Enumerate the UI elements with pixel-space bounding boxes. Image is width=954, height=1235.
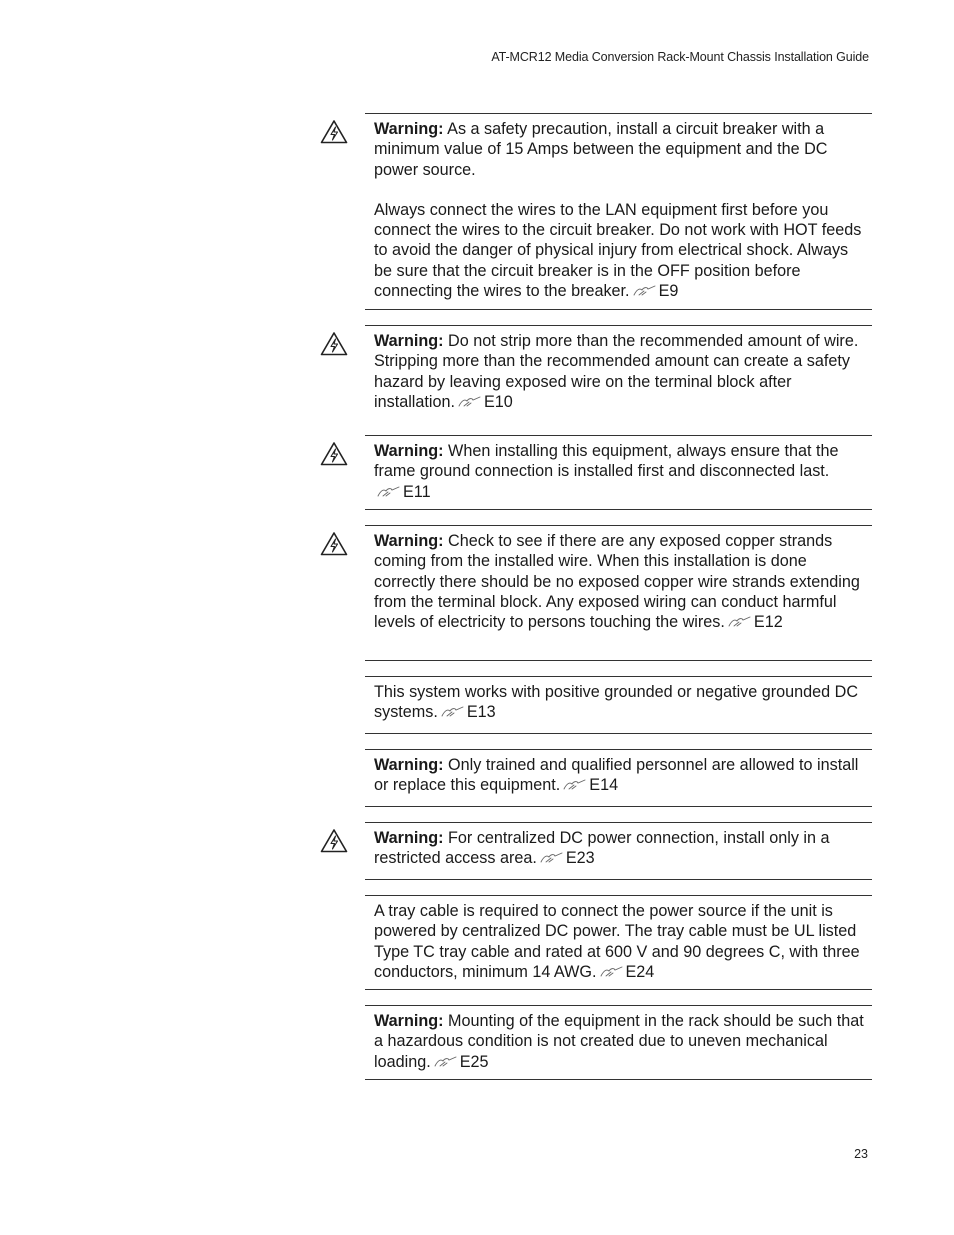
reference-code: E24 (625, 962, 655, 981)
paragraph (374, 119, 864, 180)
paragraph-text: As a safety precaution, install a circuit breaker with a minimum value of 15 Amps between the equipment and the DC power source. (374, 120, 828, 179)
paragraph (374, 828, 864, 869)
electrical-hazard-icon (320, 119, 348, 144)
warning-block-e9 (365, 113, 872, 310)
paragraph (374, 755, 864, 796)
paragraph-text: This system works with positive grounded or negative grounded DC systems. (374, 683, 859, 722)
pointing-hand-icon (458, 393, 482, 405)
pointing-hand-icon (563, 776, 587, 788)
reference-code: E25 (459, 1052, 489, 1071)
reference-code: E23 (565, 849, 595, 868)
reference-code: E11 (403, 482, 431, 501)
page-number: 23 (854, 1147, 868, 1161)
pointing-hand-icon (600, 963, 624, 975)
paragraph (374, 200, 864, 301)
running-head: AT-MCR12 Media Conversion Rack-Mount Chassis Installation Guide (491, 50, 869, 64)
electrical-hazard-icon (320, 441, 348, 466)
warning-label: Warning: (374, 120, 444, 138)
warning-label: Warning: (374, 1012, 444, 1030)
paragraph-text: Do not strip more than the recommended amount of wire. Stripping more than the recommended amount can create a safety hazard by leaving exposed wire on the terminal block after installation. (374, 332, 859, 411)
paragraph-text: Check to see if there are any exposed copper strands coming from the installed wire. When this installation is done correctly there should be no exposed copper wire strands extending from the terminal block. Any exposed wiring can conduct harmful levels of electricity to persons touching the wires. (374, 532, 860, 632)
reference-code: E12 (753, 613, 783, 632)
electrical-hazard-icon (320, 828, 348, 853)
pointing-hand-icon (540, 849, 564, 861)
reference-code: E9 (658, 282, 679, 301)
pointing-hand-icon (441, 703, 465, 715)
electrical-hazard-icon (320, 331, 348, 356)
warning-label: Warning: (374, 332, 444, 350)
reference-code: E10 (484, 392, 513, 411)
paragraph (374, 901, 864, 982)
warning-label: Warning: (374, 829, 444, 847)
pointing-hand-icon (377, 483, 401, 495)
paragraph (374, 1011, 864, 1072)
pointing-hand-icon (633, 282, 657, 294)
electrical-hazard-icon (320, 531, 348, 556)
paragraph (374, 441, 864, 502)
warning-label: Warning: (374, 756, 444, 774)
warning-label: Warning: (374, 442, 444, 460)
warning-block-e12 (365, 525, 872, 661)
paragraph (374, 531, 864, 632)
paragraph-text: Mounting of the equipment in the rack should be such that a hazardous condition is not created due to uneven mechanical loading. (374, 1012, 864, 1071)
paragraph (374, 331, 864, 412)
paragraph-text: Always connect the wires to the LAN equipment first before you connect the wires to the circuit breaker. Do not work with HOT feeds to avoid the danger of physical injury from electrical shock. Always be sure that the circuit breaker is in the OFF position before connecting the wires to the breaker. (374, 200, 862, 301)
paragraph (374, 682, 864, 723)
warning-block-e25 (365, 1005, 872, 1080)
paragraph-text: Only trained and qualified personnel are allowed to install or replace this equipment. (374, 756, 859, 795)
note-block-e24 (365, 895, 872, 990)
reference-code: E14 (589, 776, 619, 795)
warning-block-e14 (365, 749, 872, 807)
pointing-hand-icon (434, 1053, 458, 1065)
paragraph-text: When installing this equipment, always ensure that the frame ground connection is installed first and disconnected last. (374, 442, 839, 481)
warning-block-e10 (365, 325, 872, 436)
pointing-hand-icon (728, 613, 752, 625)
note-block-e13 (365, 676, 872, 734)
reference-code: E13 (466, 703, 496, 722)
warning-block-e11 (365, 435, 872, 510)
paragraph-text: A tray cable is required to connect the power source if the unit is powered by centralized DC power. The tray cable must be UL listed Type TC tray cable and rated at 600 V and 90 degrees C, with three conductors, minimum 14 AWG. (374, 902, 860, 981)
warning-label: Warning: (374, 532, 444, 550)
warning-block-e23 (365, 822, 872, 880)
paragraph-text: For centralized DC power connection, install only in a restricted access area. (374, 829, 830, 868)
